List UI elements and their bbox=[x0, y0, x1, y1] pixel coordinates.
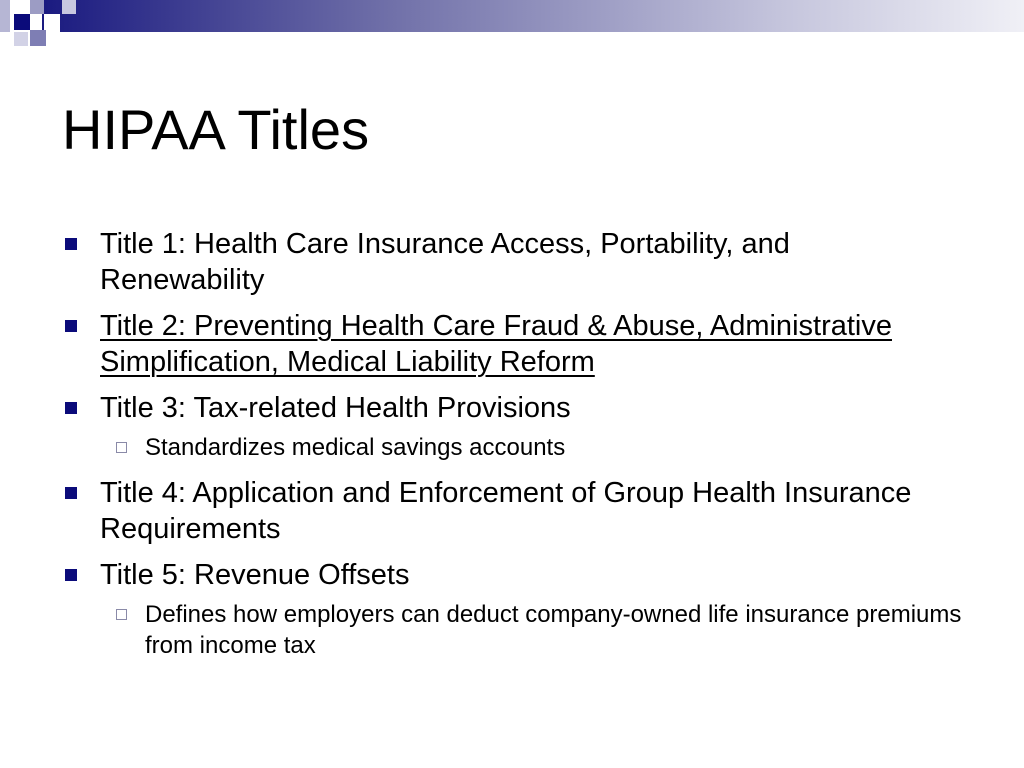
sub-bullet-item bbox=[100, 432, 962, 463]
bullet-text: Title 5: Revenue Offsets bbox=[100, 559, 410, 591]
bullet-text-link[interactable]: Title 2: Preventing Health Care Fraud & Abuse, Administrative Simplification, Medical Liability Reform bbox=[100, 310, 892, 378]
sub-bullet-text: Standardizes medical savings accounts bbox=[145, 434, 566, 461]
square-bullet-icon bbox=[65, 320, 77, 332]
square-bullet-icon bbox=[65, 569, 77, 581]
bullet-item-title-5 bbox=[62, 557, 962, 593]
square-bullet-icon bbox=[65, 238, 77, 250]
bullet-item-title-4 bbox=[62, 475, 962, 547]
bullet-item-title-2 bbox=[62, 308, 962, 380]
bullet-item-title-3 bbox=[62, 390, 962, 426]
bullet-text: Title 1: Health Care Insurance Access, Portability, and Renewability bbox=[100, 228, 790, 296]
bullet-text: Title 4: Application and Enforcement of Group Health Insurance Requirements bbox=[100, 477, 912, 545]
square-bullet-icon bbox=[65, 487, 77, 499]
sub-bullet-text: Defines how employers can deduct company-owned life insurance premiums from income tax bbox=[145, 601, 962, 659]
square-bullet-icon bbox=[65, 402, 77, 414]
bullet-text: Title 3: Tax-related Health Provisions bbox=[100, 392, 571, 424]
slide-title: HIPAA Titles bbox=[62, 98, 370, 161]
hollow-square-bullet-icon bbox=[116, 609, 127, 620]
bullet-item-title-1 bbox=[62, 226, 962, 298]
hollow-square-bullet-icon bbox=[116, 442, 127, 453]
decorative-header-band bbox=[0, 0, 1024, 62]
sub-bullet-item bbox=[100, 599, 962, 661]
bullet-list bbox=[62, 226, 962, 673]
